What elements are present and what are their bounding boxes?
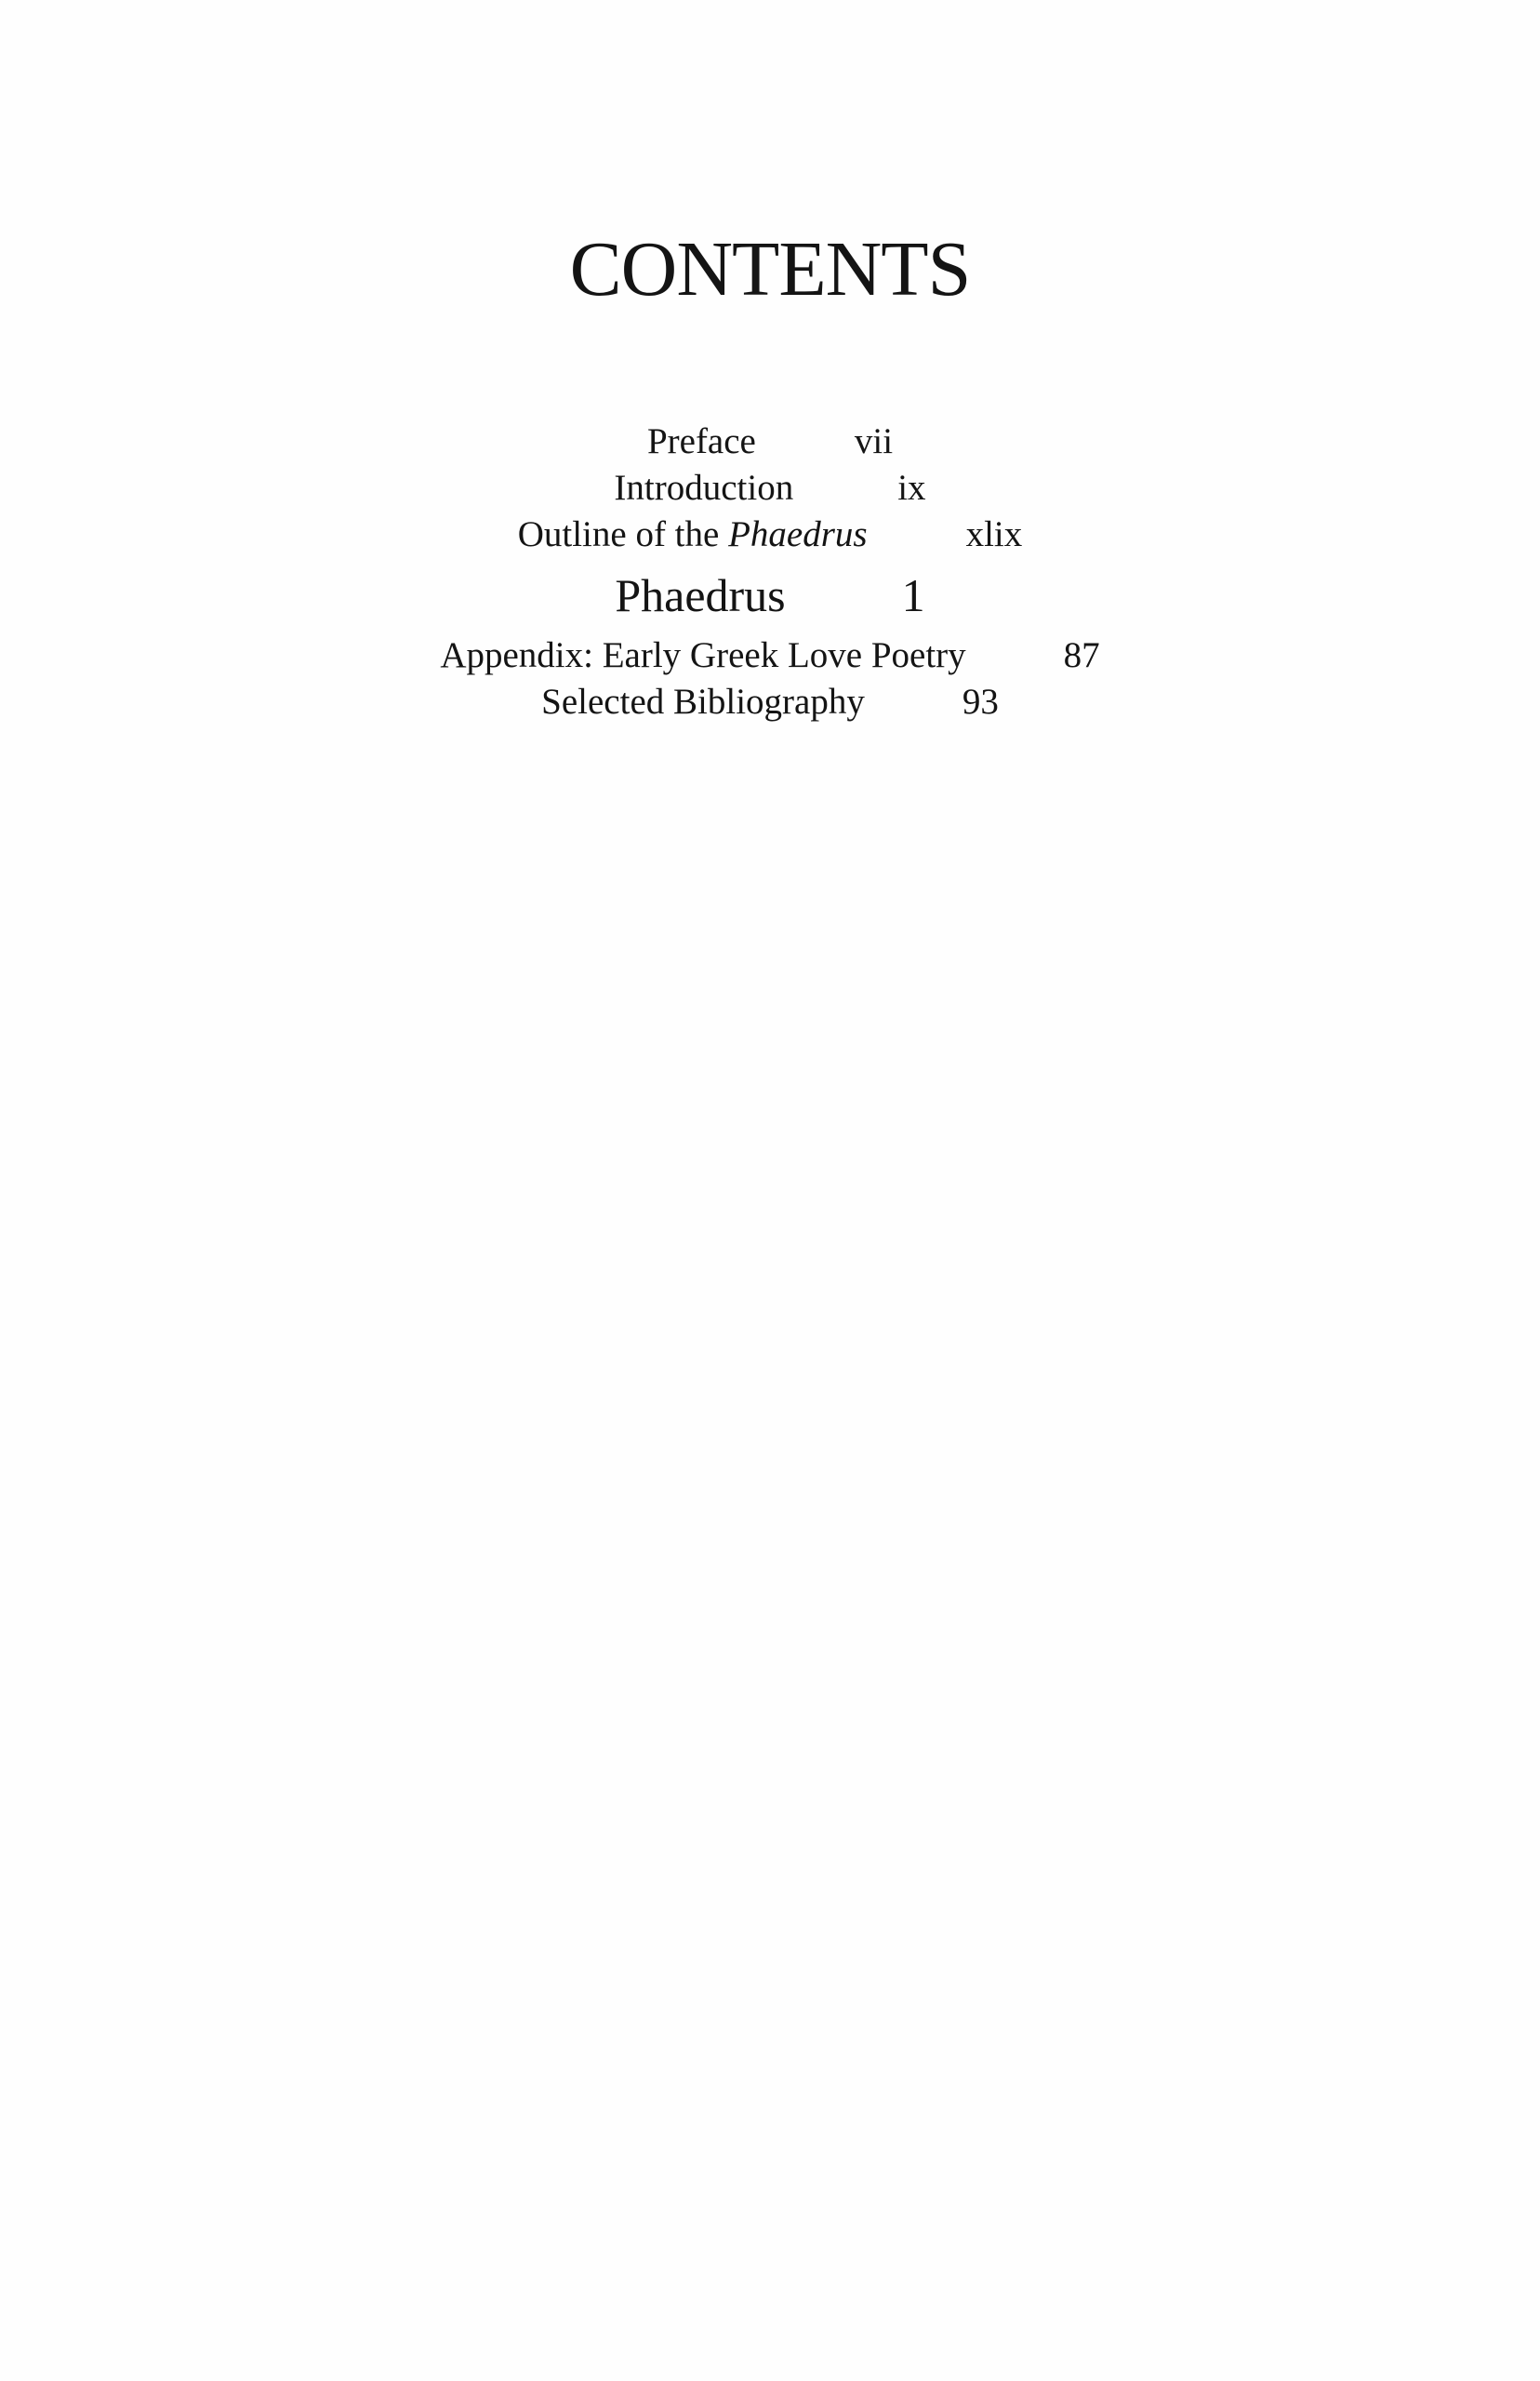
toc-entry-introduction	[0, 465, 1540, 512]
toc-entry-title: Appendix: Early Greek Love Poetry	[440, 635, 966, 675]
toc-entry-page: 93	[962, 682, 999, 722]
toc-entry-title: Selected Bibliography	[541, 682, 865, 722]
toc-entry-outline	[0, 512, 1540, 558]
toc-entry-phaedrus	[0, 560, 1540, 631]
toc-entry-page: xlix	[965, 514, 1023, 554]
toc-entry-page: 1	[901, 569, 925, 621]
toc-entry-title: Preface	[646, 421, 756, 461]
toc-entry-title: Introduction	[614, 468, 794, 508]
table-of-contents	[0, 419, 1540, 725]
toc-entry-title-italic: Phaedrus	[728, 514, 868, 554]
toc-entry-bibliography	[0, 679, 1540, 725]
toc-entry-page: ix	[897, 468, 926, 508]
toc-entry-page: vii	[854, 421, 894, 461]
toc-entry-preface	[0, 419, 1540, 465]
page-heading: CONTENTS	[569, 226, 971, 313]
toc-entry-page: 87	[1063, 635, 1100, 675]
toc-entry-title	[518, 512, 868, 558]
toc-entry-title: Phaedrus	[615, 569, 786, 621]
toc-entry-title-text: Outline of the	[517, 514, 729, 554]
toc-entry-appendix	[0, 632, 1540, 679]
